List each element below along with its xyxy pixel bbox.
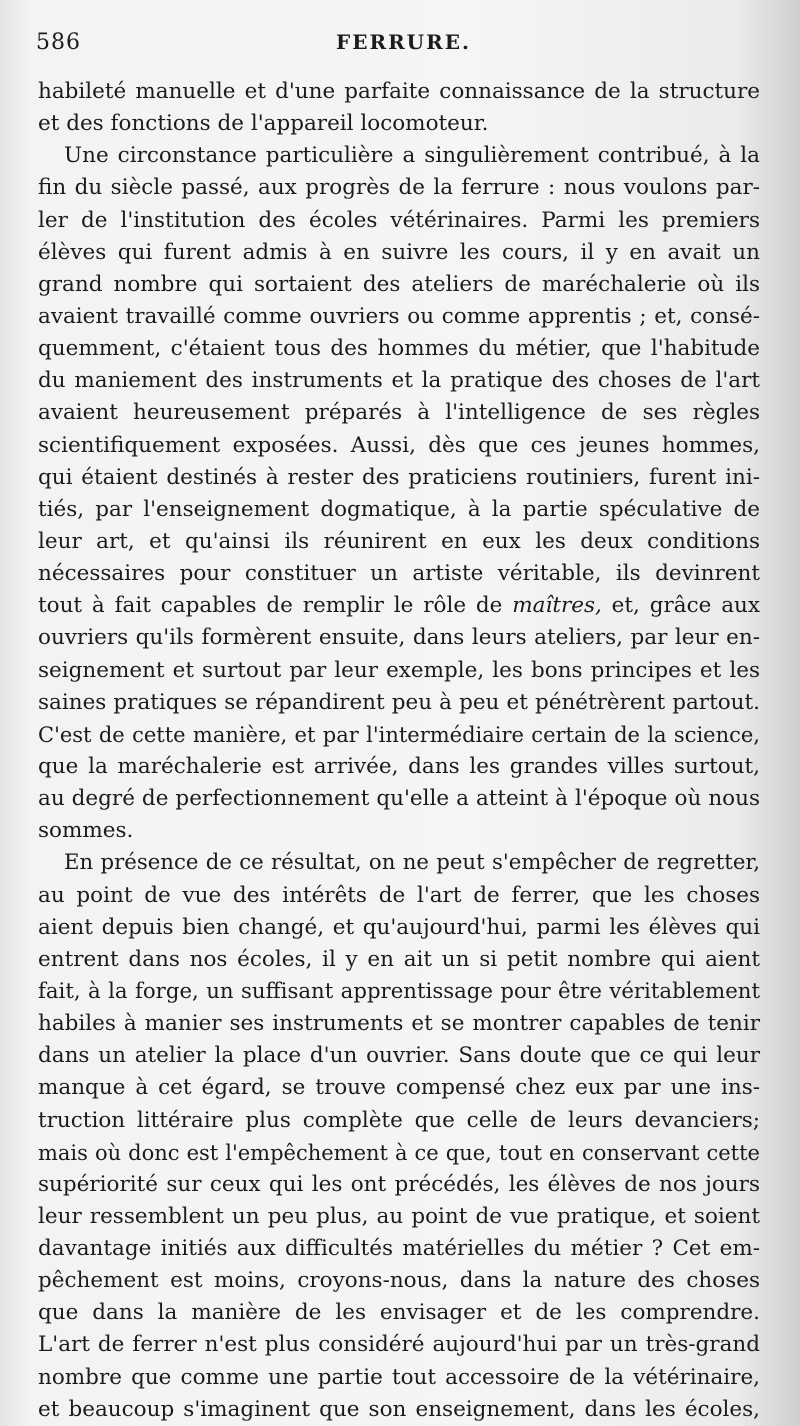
- italic-word: maîtres,: [512, 593, 602, 619]
- text-line: supériorité sur ceux qui les ont précédés, les élèves de nos jours: [38, 1171, 760, 1197]
- text-line: En présence de ce résultat, on ne peut s'empêcher de regretter,: [64, 850, 760, 876]
- text-line: fait, à la forge, un suffisant apprentissage pour être véritablement: [38, 978, 760, 1004]
- text-line: davantage initiés aux difficultés matérielles du métier ? Cet em-: [38, 1236, 760, 1262]
- text-line: entrent dans nos écoles, il y en ait un si petit nombre qui aient: [38, 946, 760, 972]
- text-line: ouvriers qu'ils formèrent ensuite, dans leurs ateliers, par leur en-: [38, 625, 760, 651]
- text-line: leur ressemblent un peu plus, au point de vue pratique, et soient: [38, 1203, 760, 1229]
- text-line: tiés, par l'enseignement dogmatique, à la partie spéculative de: [38, 496, 760, 522]
- text-line: habiles à manier ses instruments et se montrer capables de tenir: [38, 1011, 760, 1037]
- text-line: truction littéraire plus complète que celle de leurs devanciers;: [38, 1107, 760, 1133]
- text-line: dans un atelier la place d'un ouvrier. Sans doute que ce qui leur: [38, 1043, 760, 1069]
- text-line: que dans la manière de les envisager et de les comprendre.: [38, 1300, 760, 1326]
- text-line: nombre que comme une partie tout accessoire de la vétérinaire,: [38, 1364, 760, 1390]
- text-line: seignement et surtout par leur exemple, les bons principes et les: [38, 657, 760, 683]
- text-line: Une circonstance particulière a singulièrement contribué, à la: [64, 143, 760, 169]
- text-line: pêchement est moins, croyons-nous, dans la nature des choses: [38, 1268, 760, 1294]
- text-line: manque à cet égard, se trouve compensé chez eux par une ins-: [38, 1075, 760, 1101]
- text-line: quemment, c'étaient tous des hommes du métier, que l'habitude: [38, 336, 760, 362]
- text-line: habileté manuelle et d'une parfaite connaissance de la structure: [38, 79, 760, 104]
- text-line: qui étaient destinés à rester des praticiens routiniers, furent ini-: [38, 464, 760, 490]
- text-line: élèves qui furent admis à en suivre les cours, il y en avait un: [38, 239, 760, 265]
- text-line: avaient travaillé comme ouvriers ou comme apprentis ; et, consé-: [38, 303, 760, 329]
- text-line: et beaucoup s'imaginent que son enseignement, dans les écoles,: [38, 1396, 760, 1422]
- text-line: mais où donc est l'empêchement à ce que, tout en conservant cette: [38, 1140, 760, 1165]
- text-line: au point de vue des intérêts de l'art de ferrer, que les choses: [38, 882, 760, 908]
- text-line: que la maréchalerie est arrivée, dans les grandes villes surtout,: [38, 753, 760, 779]
- text-line: du maniement des instruments et la pratique des choses de l'art: [38, 368, 760, 394]
- text-line: C'est de cette manière, et par l'intermédiaire certain de la science,: [38, 722, 760, 747]
- text-line: au degré de perfectionnement qu'elle a atteint à l'époque où nous: [38, 786, 760, 812]
- text-line: nécessaires pour constituer un artiste véritable, ils devinrent: [38, 561, 760, 587]
- text-line: fin du siècle passé, aux progrès de la ferrure : nous voulons par-: [38, 175, 760, 201]
- text-line: saines pratiques se répandirent peu à peu et pénétrèrent partout.: [38, 689, 760, 715]
- text-line: grand nombre qui sortaient des ateliers de maréchalerie où ils: [38, 271, 760, 297]
- text-line: aient depuis bien changé, et qu'aujourd'hui, parmi les élèves qui: [38, 914, 760, 940]
- body-text: [38, 76, 760, 1426]
- text-line: avaient heureusement préparés à l'intelligence de ses règles: [38, 400, 760, 426]
- text-line: scientifiquement exposées. Aussi, dès que ces jeunes hommes,: [38, 432, 760, 458]
- text-line: tout à fait capables de remplir le rôle de maîtres, et, grâce aux: [38, 593, 760, 619]
- text-line: leur art, et qu'ainsi ils réunirent en eux les deux conditions: [38, 528, 760, 554]
- running-title: FERRURE.: [336, 30, 471, 54]
- text-line: ler de l'institution des écoles vétérinaires. Parmi les premiers: [38, 207, 760, 233]
- text-line: et des fonctions de l'appareil locomoteur.: [38, 111, 489, 137]
- page-header: [36, 30, 760, 60]
- page-number: 586: [36, 30, 81, 55]
- text-line: sommes.: [38, 818, 134, 844]
- text-line: L'art de ferrer n'est plus considéré aujourd'hui par un très-grand: [38, 1332, 760, 1358]
